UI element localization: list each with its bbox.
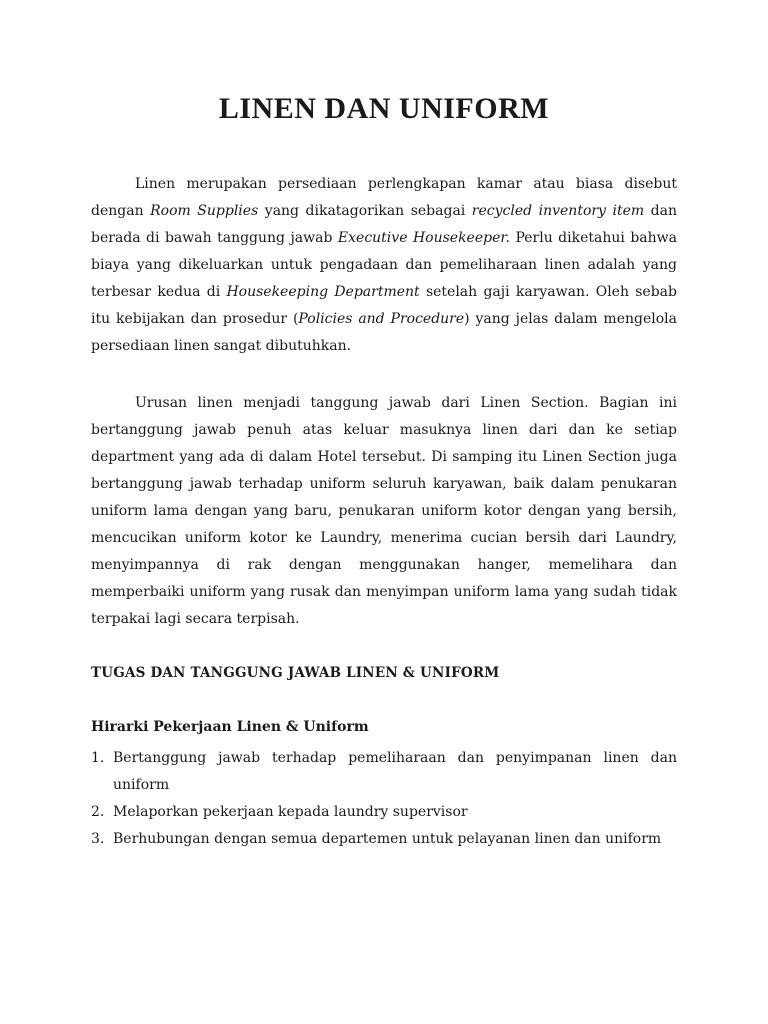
para1-run: dan berada di bawah tanggung jawab [91,203,677,246]
para1-run-italic: recycled inventory item [471,203,645,219]
para1-run: setelah gaji karyawan. Oleh sebab itu kebijakan dan prosedur ( [91,284,677,327]
sub-heading: Hirarki Pekerjaan Linen & Uniform [91,719,369,735]
para1-run: Linen merupakan persediaan perlengkapan kamar atau biasa disebut dengan [91,176,677,219]
para1-run: ) yang jelas dalam mengelola persediaan linen sangat dibutuhkan. [91,311,677,354]
list-item-number: 3. [91,831,105,847]
duties-list [91,745,677,853]
paragraph-linen-section: Urusan linen menjadi tanggung jawab dari Linen Section. Bagian ini bertanggung jawab penuh atas keluar masuknya linen dari dan ke setiap department yang ada di dalam Hotel tersebut. Di samping itu Linen Section juga bertanggung jawab terhadap uniform seluruh karyawan, baik dalam penukaran uniform lama dengan yang baru, penukaran uniform kotor dengan yang bersih, mencucikan uniform kotor ke Laundry, menerima cucian bersih dari Laundry, menyimpannya di rak dengan menggunakan hanger, memelihara dan memperbaiki uniform yang rusak dan menyimpan uniform lama yang sudah tidak terpakai lagi secara terpisah. [91,395,677,627]
para1-run-italic: Room Supplies [150,203,259,219]
section-heading: TUGAS DAN TANGGUNG JAWAB LINEN & UNIFORM [91,665,500,681]
paragraph-linen-intro [91,171,677,360]
document-title: LINEN DAN UNIFORM [218,92,550,125]
list-item-text: Bertanggung jawab terhadap pemeliharaan dan penyimpanan linen dan uniform [113,750,677,793]
list-item-text: Melaporkan pekerjaan kepada laundry supervisor [113,804,468,820]
para1-run-italic: Policies and Procedure [298,311,465,327]
list-item [91,799,677,826]
list-item-number: 1. [91,750,105,766]
para1-run: Perlu diketahui bahwa biaya yang dikeluarkan untuk pengadaan dan pemeliharaan linen adalah yang terbesar kedua di [91,230,677,300]
para1-run-italic: Executive Housekeeper. [337,230,510,246]
list-item-number: 2. [91,804,105,820]
para1-run: yang dikatagorikan sebagai [258,203,472,219]
para1-run-italic: Housekeeping Department [226,284,420,300]
list-item [91,745,677,799]
list-item-text: Berhubungan dengan semua departemen untuk pelayanan linen dan uniform [113,831,662,847]
list-item [91,826,677,853]
